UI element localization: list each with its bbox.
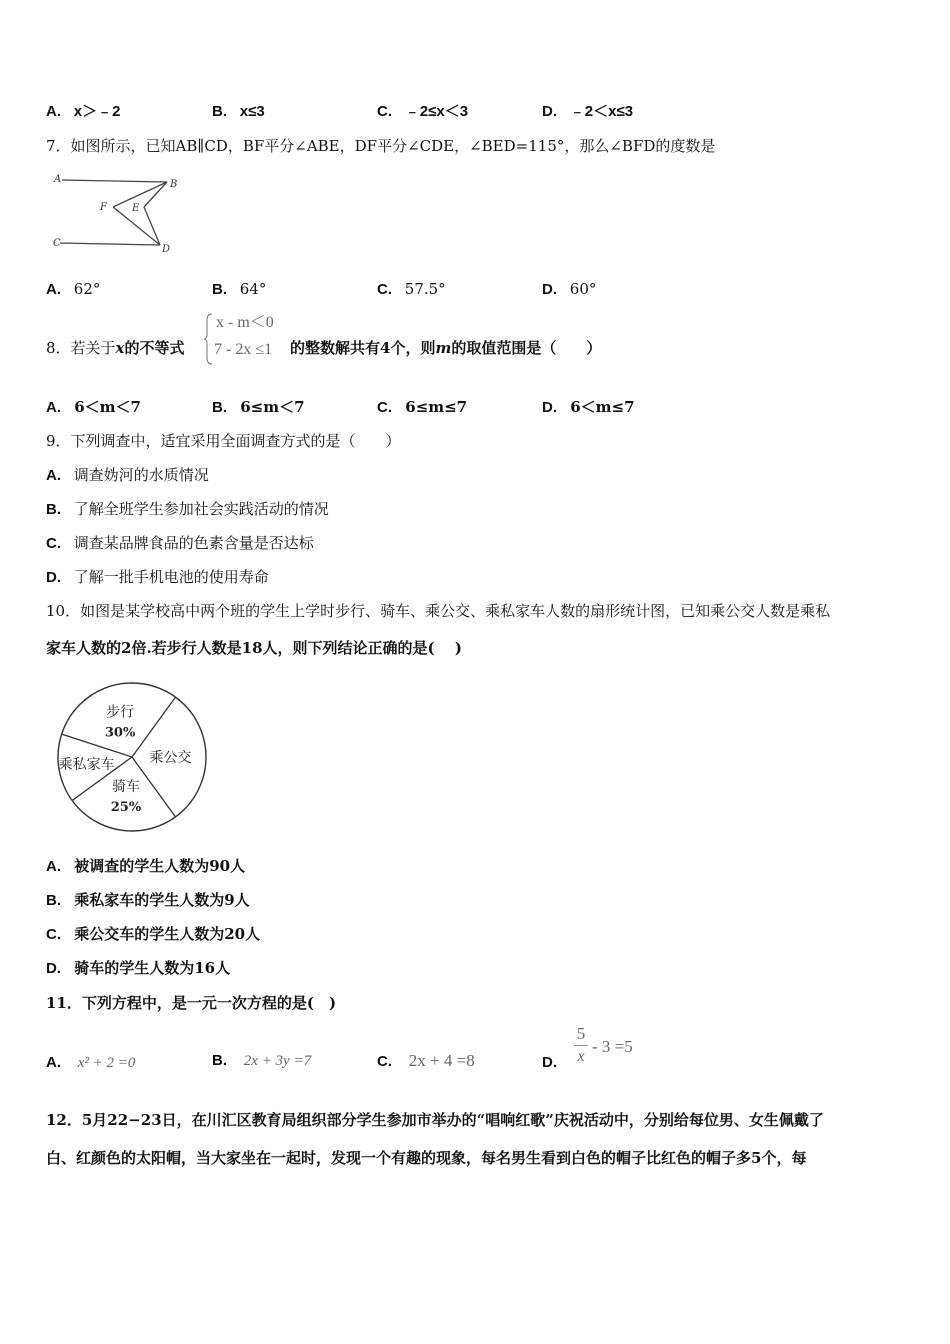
q7-option-b[interactable]: B. 64° bbox=[212, 280, 267, 298]
q8-option-a[interactable]: A. 6＜m＜7 bbox=[46, 398, 141, 416]
q6-option-a[interactable]: A. x＞﹣2 bbox=[46, 103, 121, 120]
q7-option-a[interactable]: A. 62° bbox=[46, 280, 101, 298]
q9-option-d[interactable]: D. 了解一批手机电池的使用寿命 bbox=[46, 568, 269, 586]
q8-stem-b: 的整数解共有4个，则m的取值范围是（ ） bbox=[290, 339, 602, 357]
q9-option-a[interactable]: A. 调查妫河的水质情况 bbox=[46, 466, 209, 484]
pie-label-1: 乘公交 bbox=[149, 750, 192, 766]
q8-option-c[interactable]: C. 6≤m≤7 bbox=[377, 398, 468, 416]
label-b: B bbox=[170, 179, 178, 190]
q11-option-b[interactable]: B. 2x + 3y =7 bbox=[212, 1052, 312, 1069]
line-bf bbox=[113, 182, 167, 207]
q7-option-c[interactable]: C. 57.5° bbox=[377, 280, 446, 298]
q8-system-brace bbox=[204, 312, 214, 366]
q10-stem-line2: 家车人数的2倍.若步行人数是18人，则下列结论正确的是( ) bbox=[46, 639, 462, 657]
q7-figure bbox=[50, 168, 190, 260]
label-f: F bbox=[100, 202, 107, 213]
q9-option-c[interactable]: C. 调查某品牌食品的色素含量是否达标 bbox=[46, 534, 314, 552]
label-d: D bbox=[162, 244, 171, 255]
q11-stem: 11．下列方程中，是一元一次方程的是( ) bbox=[46, 994, 337, 1012]
line-be bbox=[144, 182, 167, 207]
q11-option-c[interactable]: C. 2x + 4 =8 bbox=[377, 1051, 475, 1070]
q8-stem-a: 8．若关于x的不等式 bbox=[46, 339, 185, 357]
q10-option-c[interactable]: C. 乘公交车的学生人数为20人 bbox=[46, 925, 261, 943]
q11-option-d[interactable]: D. bbox=[542, 1054, 557, 1071]
q8-system-line2: 7 - 2x ≤1 bbox=[214, 341, 273, 358]
q10-stem-line1: 10．如图是某学校高中两个班的学生上学时步行、骑车、乘公交、乘私家车人数的扇形统计图，已知乘公交人数是乘私 bbox=[46, 602, 831, 620]
q8-system-line1: x - m＜0 bbox=[216, 314, 274, 331]
q6-option-b[interactable]: B. x≤3 bbox=[212, 103, 265, 120]
pie-label-2: 骑车 bbox=[111, 779, 140, 796]
label-a: A bbox=[54, 174, 62, 185]
q10-pie-chart bbox=[52, 677, 212, 837]
q11-option-d-rest: - 3 =5 bbox=[592, 1037, 633, 1056]
pie-label-0: 步行 bbox=[106, 704, 135, 721]
q11-option-d-fraction: 5 x bbox=[574, 1024, 588, 1067]
q10-option-d[interactable]: D. 骑车的学生人数为16人 bbox=[46, 959, 231, 977]
q7-stem: 7．如图所示，已知AB∥CD，BF平分∠ABE，DF平分∠CDE，∠BED=115°，那么∠BFD的度数是 bbox=[46, 137, 716, 155]
q10-option-b[interactable]: B. 乘私家车的学生人数为9人 bbox=[46, 891, 250, 909]
q11-option-a[interactable]: A. x² + 2 =0 bbox=[46, 1054, 136, 1071]
label-e: E bbox=[132, 203, 140, 214]
q12-line1: 12．5月22−23日，在川汇区教育局组织部分学生参加市举办的“唱响红歌”庆祝活动中，分别给每位男、女生佩戴了 bbox=[46, 1111, 824, 1129]
pie-label-3: 乘私家车 bbox=[58, 757, 115, 774]
q8-option-b[interactable]: B. 6≤m＜7 bbox=[212, 398, 305, 416]
fraction-bar bbox=[574, 1045, 588, 1046]
pie-percent-2: 25% bbox=[110, 800, 142, 816]
q6-option-d[interactable]: D. ﹣2＜x≤3 bbox=[542, 103, 634, 120]
label-c: C bbox=[53, 238, 61, 249]
q7-option-d[interactable]: D. 60° bbox=[542, 280, 597, 298]
q6-option-c[interactable]: C. ﹣2≤x＜3 bbox=[377, 103, 469, 120]
q8-option-d[interactable]: D. 6＜m≤7 bbox=[542, 398, 635, 416]
q12-line2: 白、红颜色的太阳帽，当大家坐在一起时，发现一个有趣的现象，每名男生看到白色的帽子比红色的帽子多5个，每 bbox=[46, 1149, 807, 1167]
q9-option-b[interactable]: B. 了解全班学生参加社会实践活动的情况 bbox=[46, 500, 329, 518]
line-ab bbox=[62, 180, 167, 182]
line-cd bbox=[60, 243, 160, 245]
q10-option-a[interactable]: A. 被调查的学生人数为90人 bbox=[46, 857, 246, 875]
q9-stem: 9．下列调查中，适宜采用全面调查方式的是（ ） bbox=[46, 432, 401, 450]
pie-percent-0: 30% bbox=[104, 725, 136, 741]
